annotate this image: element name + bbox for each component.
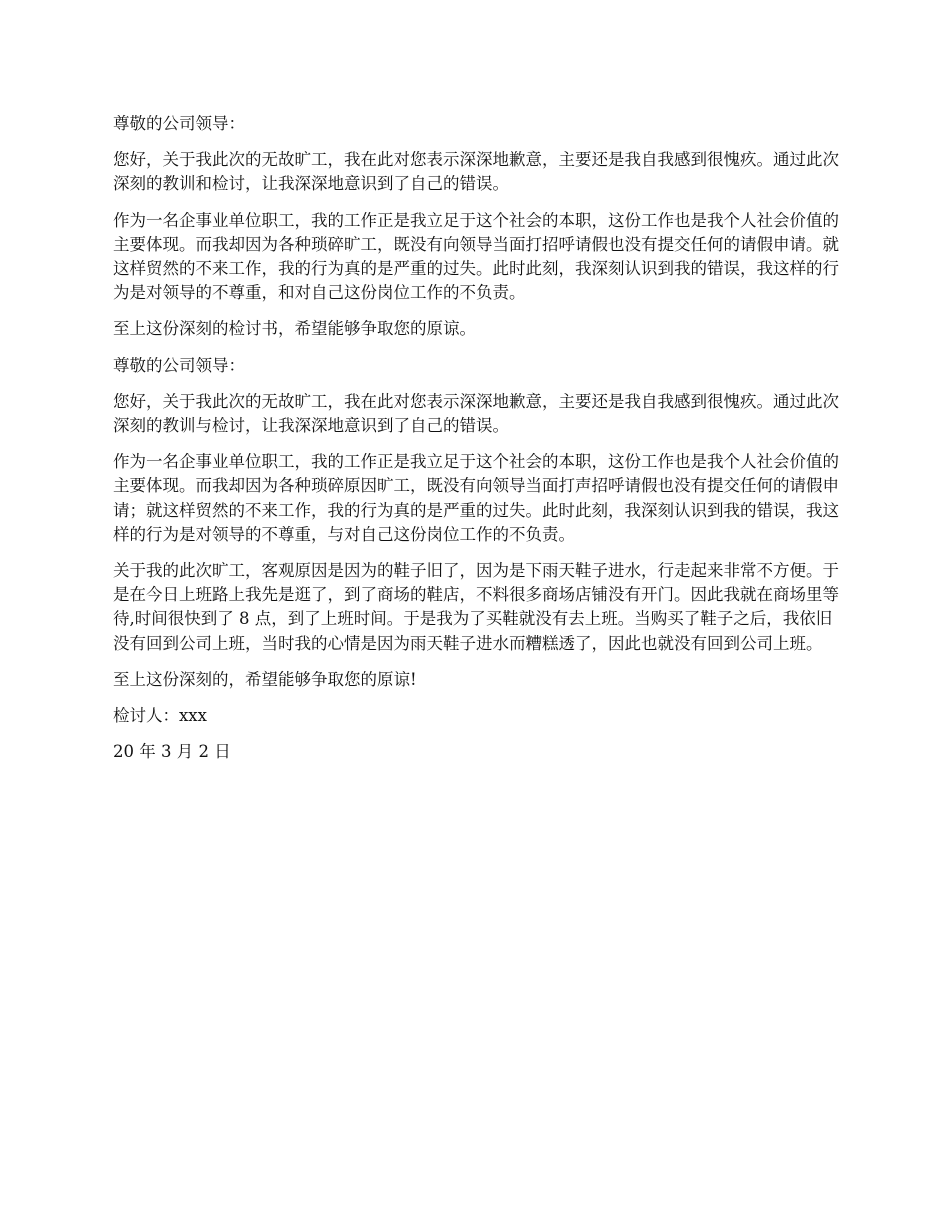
salutation-2: 尊敬的公司领导：: [113, 355, 245, 375]
closing-line-2: 至上这份深刻的，希望能够争取您的原谅!: [113, 669, 417, 689]
apology-paragraph-2: 您好，关于我此次的无故旷工，我在此对您表示深深地歉意，主要还是我自我感到很愧疚。通过此次深刻的教训与检讨，让我深深地意识到了自己的错误。: [113, 391, 839, 436]
closing-line-1: 至上这份深刻的检讨书，希望能够争取您的原谅。: [113, 319, 476, 339]
apology-paragraph-1: 您好，关于我此次的无故旷工，我在此对您表示深深地歉意，主要还是我自我感到很愧疚。通过此次深刻的教训和检讨，让我深深地意识到了自己的错误。: [113, 150, 839, 194]
date-line: 20 年 3 月 2 日: [113, 742, 231, 762]
salutation-1: 尊敬的公司领导：: [113, 114, 245, 133]
signature-line: 检讨人：xxx: [113, 706, 207, 726]
document-body: [113, 112, 845, 776]
reason-paragraph: 关于我的此次旷工，客观原因是因为的鞋子旧了，因为是下雨天鞋子进水，行走起来非常不方便。于是在今日上班路上我先是逛了，到了商场的鞋店，不料很多商场店铺没有开门。因此我就在商场里等待,时间很快到了 8 点，到了上班时间。于是我为了买鞋就没有去上班。当购买了鞋子之后，我依旧没有回到公司上班，当时我的心情是因为雨天鞋子进水而糟糕透了，因此也就没有回到公司上班。: [113, 561, 839, 653]
reflection-paragraph-2: 作为一名企事业单位职工，我的工作正是我立足于这个社会的本职，这份工作也是我个人社会价值的主要体现。而我却因为各种琐碎原因旷工，既没有向领导当面打声招呼请假也没有提交任何的请假申请；就这样贸然的不来工作，我的行为真的是严重的过失。此时此刻，我深刻认识到我的错误，我这样的行为是对领导的不尊重，与对自己这份岗位工作的不负责。: [113, 452, 839, 544]
reflection-paragraph-1: 作为一名企事业单位职工，我的工作正是我立足于这个社会的本职，这份工作也是我个人社会价值的主要体现。而我却因为各种琐碎旷工，既没有向领导当面打招呼请假也没有提交任何的请假申请。就这样贸然的不来工作，我的行为真的是严重的过失。此时此刻，我深刻认识到我的错误，我这样的行为是对领导的不尊重，和对自己这份岗位工作的不负责。: [113, 210, 839, 303]
